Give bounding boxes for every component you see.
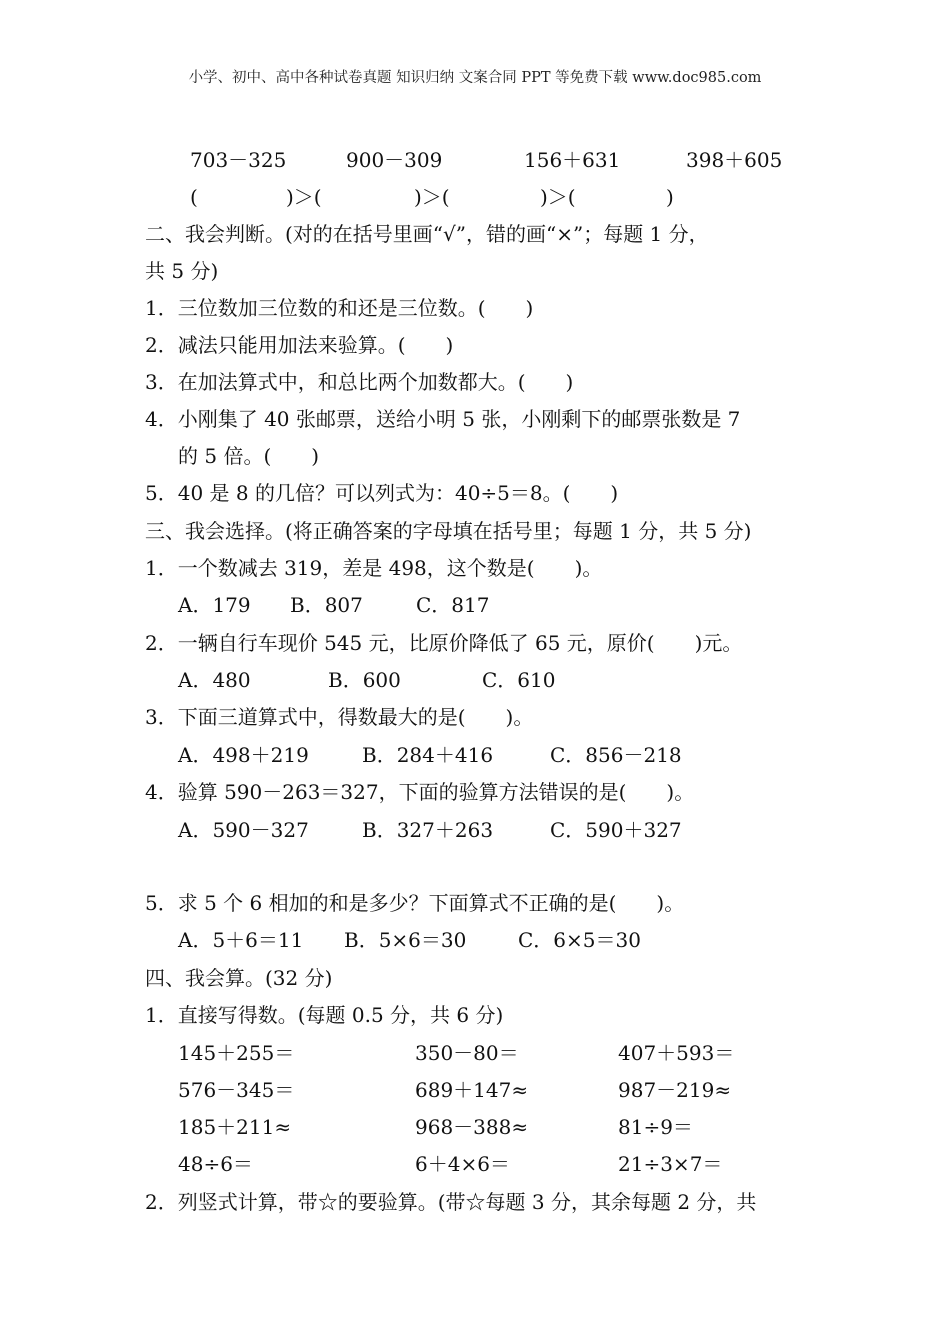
- choice-q1-opt-b: B．807: [290, 593, 363, 617]
- judge-q5: 5．40 是 8 的几倍？可以列式为：40÷5＝8。( ): [145, 481, 619, 505]
- mental-calc-item: 968－388≈: [415, 1115, 529, 1139]
- blank-close: ): [666, 185, 674, 209]
- expr-1: 703－325: [190, 148, 287, 172]
- choice-q4-opt-c: C．590＋327: [550, 818, 682, 842]
- choice-q5-opt-b: B．5×6＝30: [344, 928, 467, 952]
- choice-q4-opt-a: A．590－327: [178, 818, 309, 842]
- page-header: 小学、初中、高中各种试卷真题 知识归纳 文案合同 PPT 等免费下载 www.doc985.com: [188, 70, 762, 86]
- mental-calc-item: 145＋255＝: [178, 1041, 295, 1065]
- judge-q1: 1．三位数加三位数的和还是三位数。( ): [145, 296, 534, 320]
- choice-q5-opt-c: C．6×5＝30: [518, 928, 641, 952]
- expr-3: 156＋631: [524, 148, 621, 172]
- mental-calc-item: 689＋147≈: [415, 1078, 529, 1102]
- blank-open: (: [190, 185, 198, 209]
- choice-q3-opt-a: A．498＋219: [178, 743, 309, 767]
- choice-q3-opt-c: C．856－218: [550, 743, 682, 767]
- mental-calc-item: 407＋593＝: [618, 1041, 735, 1065]
- choice-q2-opt-a: A．480: [178, 668, 251, 692]
- mental-calc-item: 48÷6＝: [178, 1152, 253, 1176]
- calc-sub1-title: 1．直接写得数。(每题 0.5 分，共 6 分): [145, 1003, 504, 1027]
- mental-calc-item: 987－219≈: [618, 1078, 732, 1102]
- blank-gt-3: )＞(: [540, 185, 576, 209]
- choice-q4-opt-b: B．327＋263: [362, 818, 494, 842]
- section-2-title: 二、我会判断。(对的在括号里画“√”，错的画“×”；每题 1 分，: [145, 222, 709, 246]
- expr-2: 900－309: [346, 148, 443, 172]
- section-2-title-cont: 共 5 分): [145, 259, 219, 283]
- choice-q5-opt-a: A．5＋6＝11: [178, 928, 304, 952]
- judge-q4-cont: 的 5 倍。( ): [178, 444, 320, 468]
- expr-4: 398＋605: [686, 148, 783, 172]
- choice-q1: 1．一个数减去 319，差是 498，这个数是( )。: [145, 556, 603, 580]
- section-4-title: 四、我会算。(32 分): [145, 966, 333, 990]
- blank-gt-2: )＞(: [414, 185, 450, 209]
- choice-q4: 4．验算 590－263＝327，下面的验算方法错误的是( )。: [145, 780, 695, 804]
- choice-q2-opt-c: C．610: [482, 668, 556, 692]
- mental-calc-item: 350－80＝: [415, 1041, 519, 1065]
- choice-q1-opt-c: C．817: [416, 593, 490, 617]
- mental-calc-item: 81÷9＝: [618, 1115, 693, 1139]
- mental-calc-item: 6＋4×6＝: [415, 1152, 510, 1176]
- choice-q2-opt-b: B．600: [328, 668, 401, 692]
- section-3-title: 三、我会选择。(将正确答案的字母填在括号里；每题 1 分，共 5 分): [145, 519, 752, 543]
- choice-q3: 3．下面三道算式中，得数最大的是( )。: [145, 705, 534, 729]
- mental-calc-item: 576－345＝: [178, 1078, 295, 1102]
- choice-q3-opt-b: B．284＋416: [362, 743, 494, 767]
- calc-sub2-title: 2．列竖式计算，带☆的要验算。(带☆每题 3 分，其余每题 2 分，共: [145, 1190, 757, 1214]
- mental-calc-item: 185＋211≈: [178, 1115, 292, 1139]
- judge-q2: 2．减法只能用加法来验算。( ): [145, 333, 454, 357]
- choice-q2: 2．一辆自行车现价 545 元，比原价降低了 65 元，原价( )元。: [145, 631, 743, 655]
- judge-q3: 3．在加法算式中，和总比两个加数都大。( ): [145, 370, 574, 394]
- blank-gt-1: )＞(: [286, 185, 322, 209]
- mental-calc-item: 21÷3×7＝: [618, 1152, 723, 1176]
- choice-q1-opt-a: A．179: [178, 593, 251, 617]
- choice-q5: 5．求 5 个 6 相加的和是多少？下面算式不正确的是( )。: [145, 891, 685, 915]
- judge-q4: 4．小刚集了 40 张邮票，送给小明 5 张，小刚剩下的邮票张数是 7: [145, 407, 741, 431]
